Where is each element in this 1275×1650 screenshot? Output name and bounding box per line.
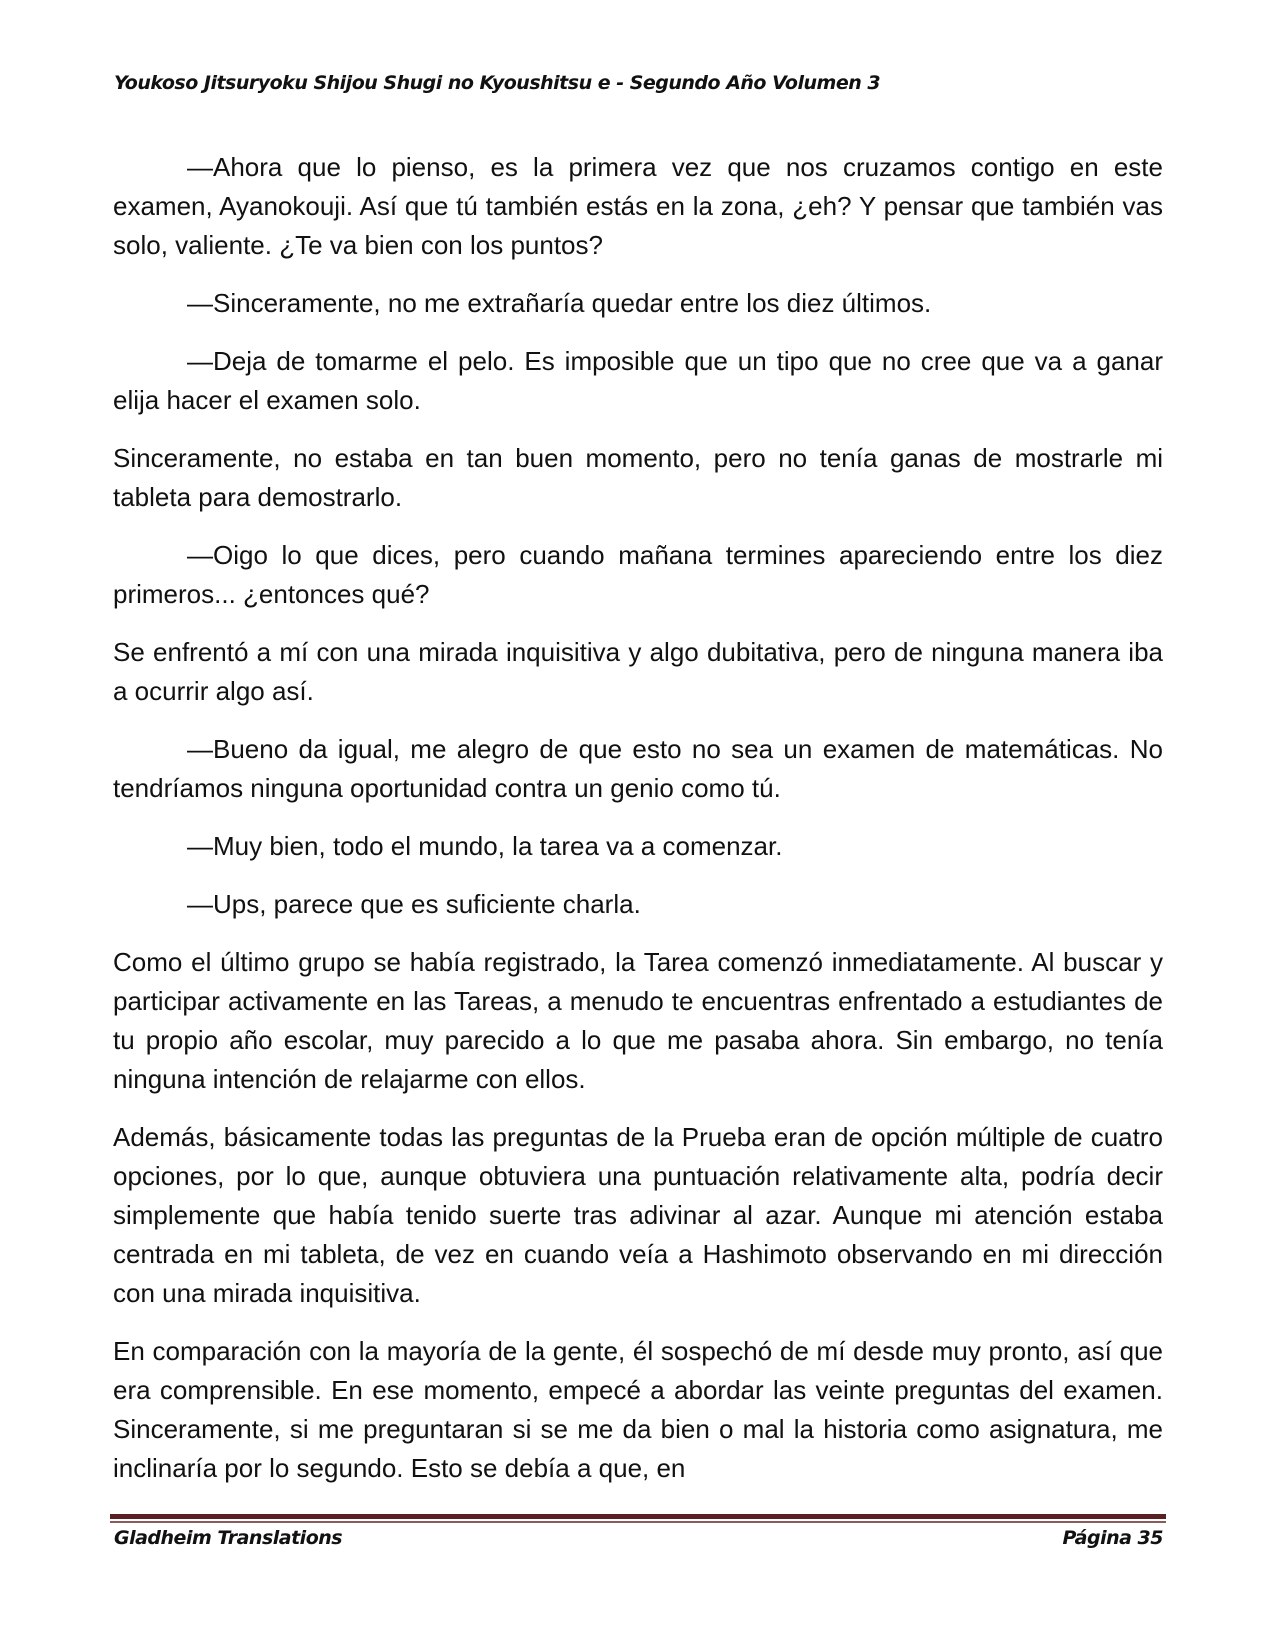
paragraph: —Sinceramente, no me extrañaría quedar entre los diez últimos. [187, 288, 932, 318]
footer-rule [110, 1514, 1166, 1519]
paragraph: En comparación con la mayoría de la gente, él sospechó de mí desde muy pronto, así que era comprensible. En ese momento, empecé a abordar las veinte preguntas del examen. Sinceramente, si me preguntaran si se me da bien o mal la historia como asignatura, me inclinaría por lo segundo. Esto se debía a que, en [113, 1336, 1163, 1483]
running-header: Youkoso Jitsuryoku Shijou Shugi no Kyoushitsu e - Segundo Año Volumen 3 [114, 72, 881, 94]
paragraph: —Oigo lo que dices, pero cuando mañana termines apareciendo entre los diez primeros... ¿entonces qué? [113, 540, 1163, 609]
paragraph: Además, básicamente todas las preguntas de la Prueba eran de opción múltiple de cuatro opciones, por lo que, aunque obtuviera una puntuación relativamente alta, podría decir simplemente que había tenido suerte tras adivinar al azar. Aunque mi atención estaba centrada en mi tableta, de vez en cuando veía a Hashimoto observando en mi dirección con una mirada inquisitiva. [113, 1122, 1163, 1308]
paragraph: —Ahora que lo pienso, es la primera vez que nos cruzamos contigo en este examen, Ayanokouji. Así que tú también estás en la zona, ¿eh? Y pensar que también vas solo, valiente. ¿Te va bien con los puntos? [113, 152, 1163, 260]
paragraph: —Muy bien, todo el mundo, la tarea va a comenzar. [187, 831, 783, 861]
footer-rule-thin [110, 1521, 1166, 1523]
page-body [113, 148, 1163, 1507]
paragraph: —Ups, parece que es suficiente charla. [187, 889, 641, 919]
footer-publisher: Gladheim Translations [114, 1527, 343, 1549]
page-number: Página 35 [1062, 1527, 1163, 1549]
paragraph: —Bueno da igual, me alegro de que esto no sea un examen de matemáticas. No tendríamos ninguna oportunidad contra un genio como tú. [113, 734, 1163, 803]
paragraph: —Deja de tomarme el pelo. Es imposible que un tipo que no cree que va a ganar elija hacer el examen solo. [113, 346, 1163, 415]
paragraph: Se enfrentó a mí con una mirada inquisitiva y algo dubitativa, pero de ninguna manera iba a ocurrir algo así. [113, 637, 1163, 706]
paragraph: Sinceramente, no estaba en tan buen momento, pero no tenía ganas de mostrarle mi tableta para demostrarlo. [113, 443, 1163, 512]
paragraph: Como el último grupo se había registrado, la Tarea comenzó inmediatamente. Al buscar y participar activamente en las Tareas, a menudo te encuentras enfrentado a estudiantes de tu propio año escolar, muy parecido a lo que me pasaba ahora. Sin embargo, no tenía ninguna intención de relajarme con ellos. [113, 947, 1163, 1094]
